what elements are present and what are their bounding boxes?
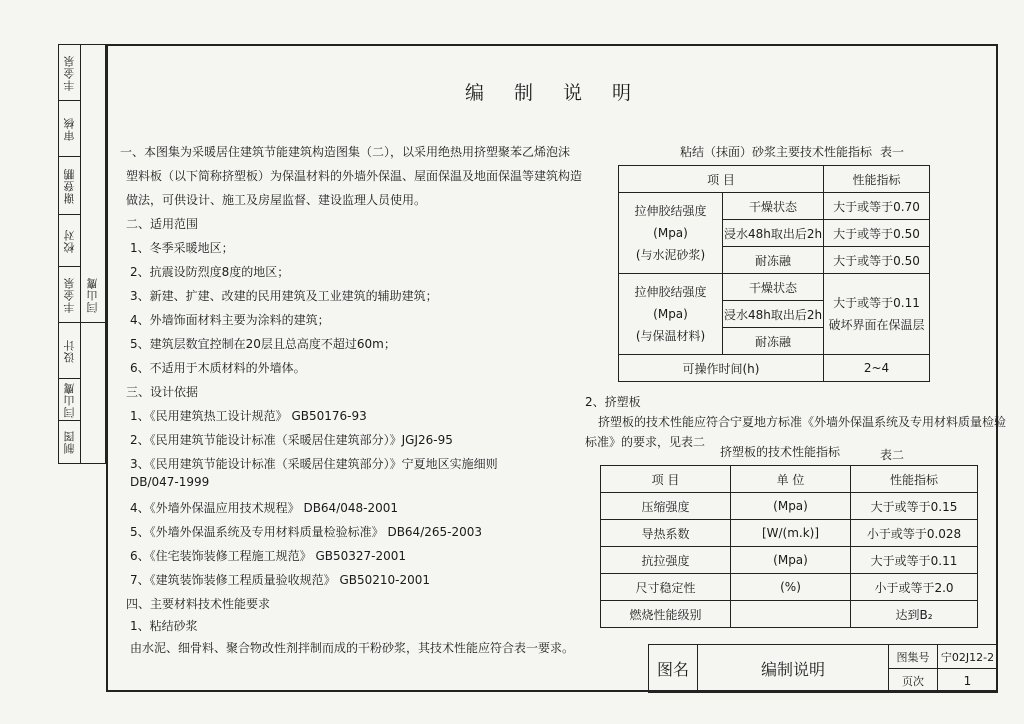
table1-cond: 干燥状态 [723, 274, 824, 301]
table1-tag: 表一 [880, 145, 905, 159]
text-line: 3、新建、扩建、改建的民用建筑及工业建筑的辅助建筑； [130, 289, 438, 303]
table2-cell: 达到B₂ [851, 601, 978, 628]
strip-text: 校对 [62, 228, 76, 253]
text-line: 2、抗震设防烈度8度的地区； [130, 265, 290, 279]
strip-cell [59, 379, 81, 421]
table1-value: 大于或等于0.50 [824, 247, 930, 274]
text-line: 5、建筑层数宜控制在20层且总高度不超过60m； [130, 337, 396, 351]
text-line: 做法，可供设计、施工及房屋监督、建设监理人员使用。 [126, 193, 427, 207]
table1-head-item: 项 目 [619, 166, 824, 193]
table1-group2-value: 大于或等于0.11 破坏界面在保温层 [824, 274, 930, 355]
strip-cell [59, 421, 81, 463]
text-line: 2、《民用建筑节能设计标准（采暖居住建筑部分）》JGJ26-95 [130, 433, 453, 447]
table1-group1-name: 拉伸胶结强度 (Mpa) (与水泥砂浆) [619, 193, 723, 274]
section2-line: 挤塑板的技术性能应符合宁夏地方标准《外墙外保温系统及专用材料质量检验 [598, 415, 1007, 429]
strip-cell [59, 45, 81, 101]
title-block-atlas: 宁02J12-2 [938, 645, 998, 669]
table2-head: 项 目 [601, 466, 731, 493]
table1-cond: 干燥状态 [723, 193, 824, 220]
table2-cell: 大于或等于0.11 [851, 547, 978, 574]
text-line: 4、《外墙外保温应用技术规程》 DB64/048-2001 [130, 501, 399, 515]
table1-last-item: 可操作时间(h) [619, 355, 824, 382]
table2-cell [731, 601, 851, 628]
strip-cell [59, 101, 81, 157]
text-line: 1、《民用建筑热工设计规范》 GB50176-93 [130, 409, 367, 423]
table2-head: 性能指标 [851, 466, 978, 493]
text-line: 1、冬季采暖地区； [130, 241, 234, 255]
strip-text: 审核 [62, 116, 76, 141]
table2-cell: 导热系数 [601, 520, 731, 547]
table2-cell: 燃烧性能级别 [601, 601, 731, 628]
table1-cond: 耐冻融 [723, 247, 824, 274]
text-line: 5、《外墙外保温系统及专用材料质量检验标准》 DB64/265-2003 [130, 525, 483, 539]
table2-head: 单 位 [731, 466, 851, 493]
table1-value: 大于或等于0.50 [824, 220, 930, 247]
table1-group2-name: 拉伸胶结强度 (Mpa) (与保温材料) [619, 274, 723, 355]
page-title: 编制说明 [465, 82, 662, 104]
table2-cell: [W/(m.k)] [731, 520, 851, 547]
title-block-atlas-label: 图集号 [889, 645, 938, 669]
strip-cell [81, 267, 105, 323]
strip-text: 丰金泉 [62, 276, 76, 313]
table2-cell: 压缩强度 [601, 493, 731, 520]
strip-cell [59, 323, 81, 379]
table2-cell: 小于或等于0.028 [851, 520, 978, 547]
strip-text: 制图 [62, 430, 76, 454]
text-line: 3、《民用建筑节能设计标准（采暖居住建筑部分）》宁夏地区实施细则 [130, 457, 498, 471]
title-block-page-label: 页次 [889, 669, 938, 693]
title-block-page: 1 [938, 669, 998, 693]
title-block-name: 编制说明 [698, 645, 889, 693]
table2-cell: 尺寸稳定性 [601, 574, 731, 601]
text-line: 由水泥、细骨料、聚合物改性剂拌制而成的干粉砂浆，其技术性能应符合表一要求。 [130, 641, 575, 655]
title-block-name-label: 图名 [649, 645, 698, 693]
text-line: 1、粘结砂浆 [130, 619, 198, 633]
table1-cond: 浸水48h取出后2h [723, 220, 824, 247]
strip-text: 闫山鹰 [86, 276, 99, 313]
text-line: 4、外墙饰面材料主要为涂料的建筑； [130, 313, 330, 327]
table1-last-value: 2~4 [824, 355, 930, 382]
table1-caption: 粘结（抹面）砂浆主要技术性能指标 [680, 145, 873, 159]
table1-cond: 浸水48h取出后2h [723, 301, 824, 328]
text-line: 6、《住宅装饰装修工程施工规范》 GB50327-2001 [130, 549, 407, 563]
strip-text: 谢登鹏 [62, 167, 76, 204]
table1 [618, 165, 930, 382]
table2-cell: (%) [731, 574, 851, 601]
strip-text: 闫山鹰 [62, 381, 76, 418]
strip-cell [59, 157, 81, 215]
text-line: 四、主要材料技术性能要求 [126, 597, 271, 611]
table1-cond: 耐冻融 [723, 328, 824, 355]
strip-cell [59, 215, 81, 267]
text-line: 塑料板（以下简称挤塑板）为保温材料的外墙外保温、屋面保温及地面保温等建筑构造 [126, 169, 583, 183]
text-line: 二、适用范围 [126, 217, 199, 231]
text-line: 7、《建筑装饰装修工程质量验收规范》 GB50210-2001 [130, 573, 431, 587]
table2-cell: (Mpa) [731, 547, 851, 574]
table2-tag: 表二 [880, 448, 905, 462]
table2-cell: 小于或等于2.0 [851, 574, 978, 601]
signature-strip [58, 44, 106, 464]
text-line: DB/047-1999 [130, 475, 210, 489]
table1-head-value: 性能指标 [824, 166, 930, 193]
strip-cell [59, 267, 81, 323]
table2-caption: 挤塑板的技术性能指标 [720, 445, 841, 459]
text-line: 三、设计依据 [126, 385, 199, 399]
section2-line: 标准》的要求，见表二 [585, 435, 706, 449]
table2 [600, 465, 978, 628]
strip-text: 丰金泉 [62, 54, 76, 91]
text-line: 6、不适用于木质材料的外墙体。 [130, 361, 306, 375]
table2-cell: 大于或等于0.15 [851, 493, 978, 520]
table1-value: 大于或等于0.70 [824, 193, 930, 220]
strip-text: 设计 [62, 338, 76, 363]
table2-cell: (Mpa) [731, 493, 851, 520]
section2-heading: 2、挤塑板 [585, 395, 641, 409]
title-block [648, 644, 998, 693]
text-line: 一、本图集为采暖居住建筑节能建筑构造图集（二），以采用绝热用挤塑聚苯乙烯泡沫 [120, 145, 571, 159]
table2-cell: 抗拉强度 [601, 547, 731, 574]
